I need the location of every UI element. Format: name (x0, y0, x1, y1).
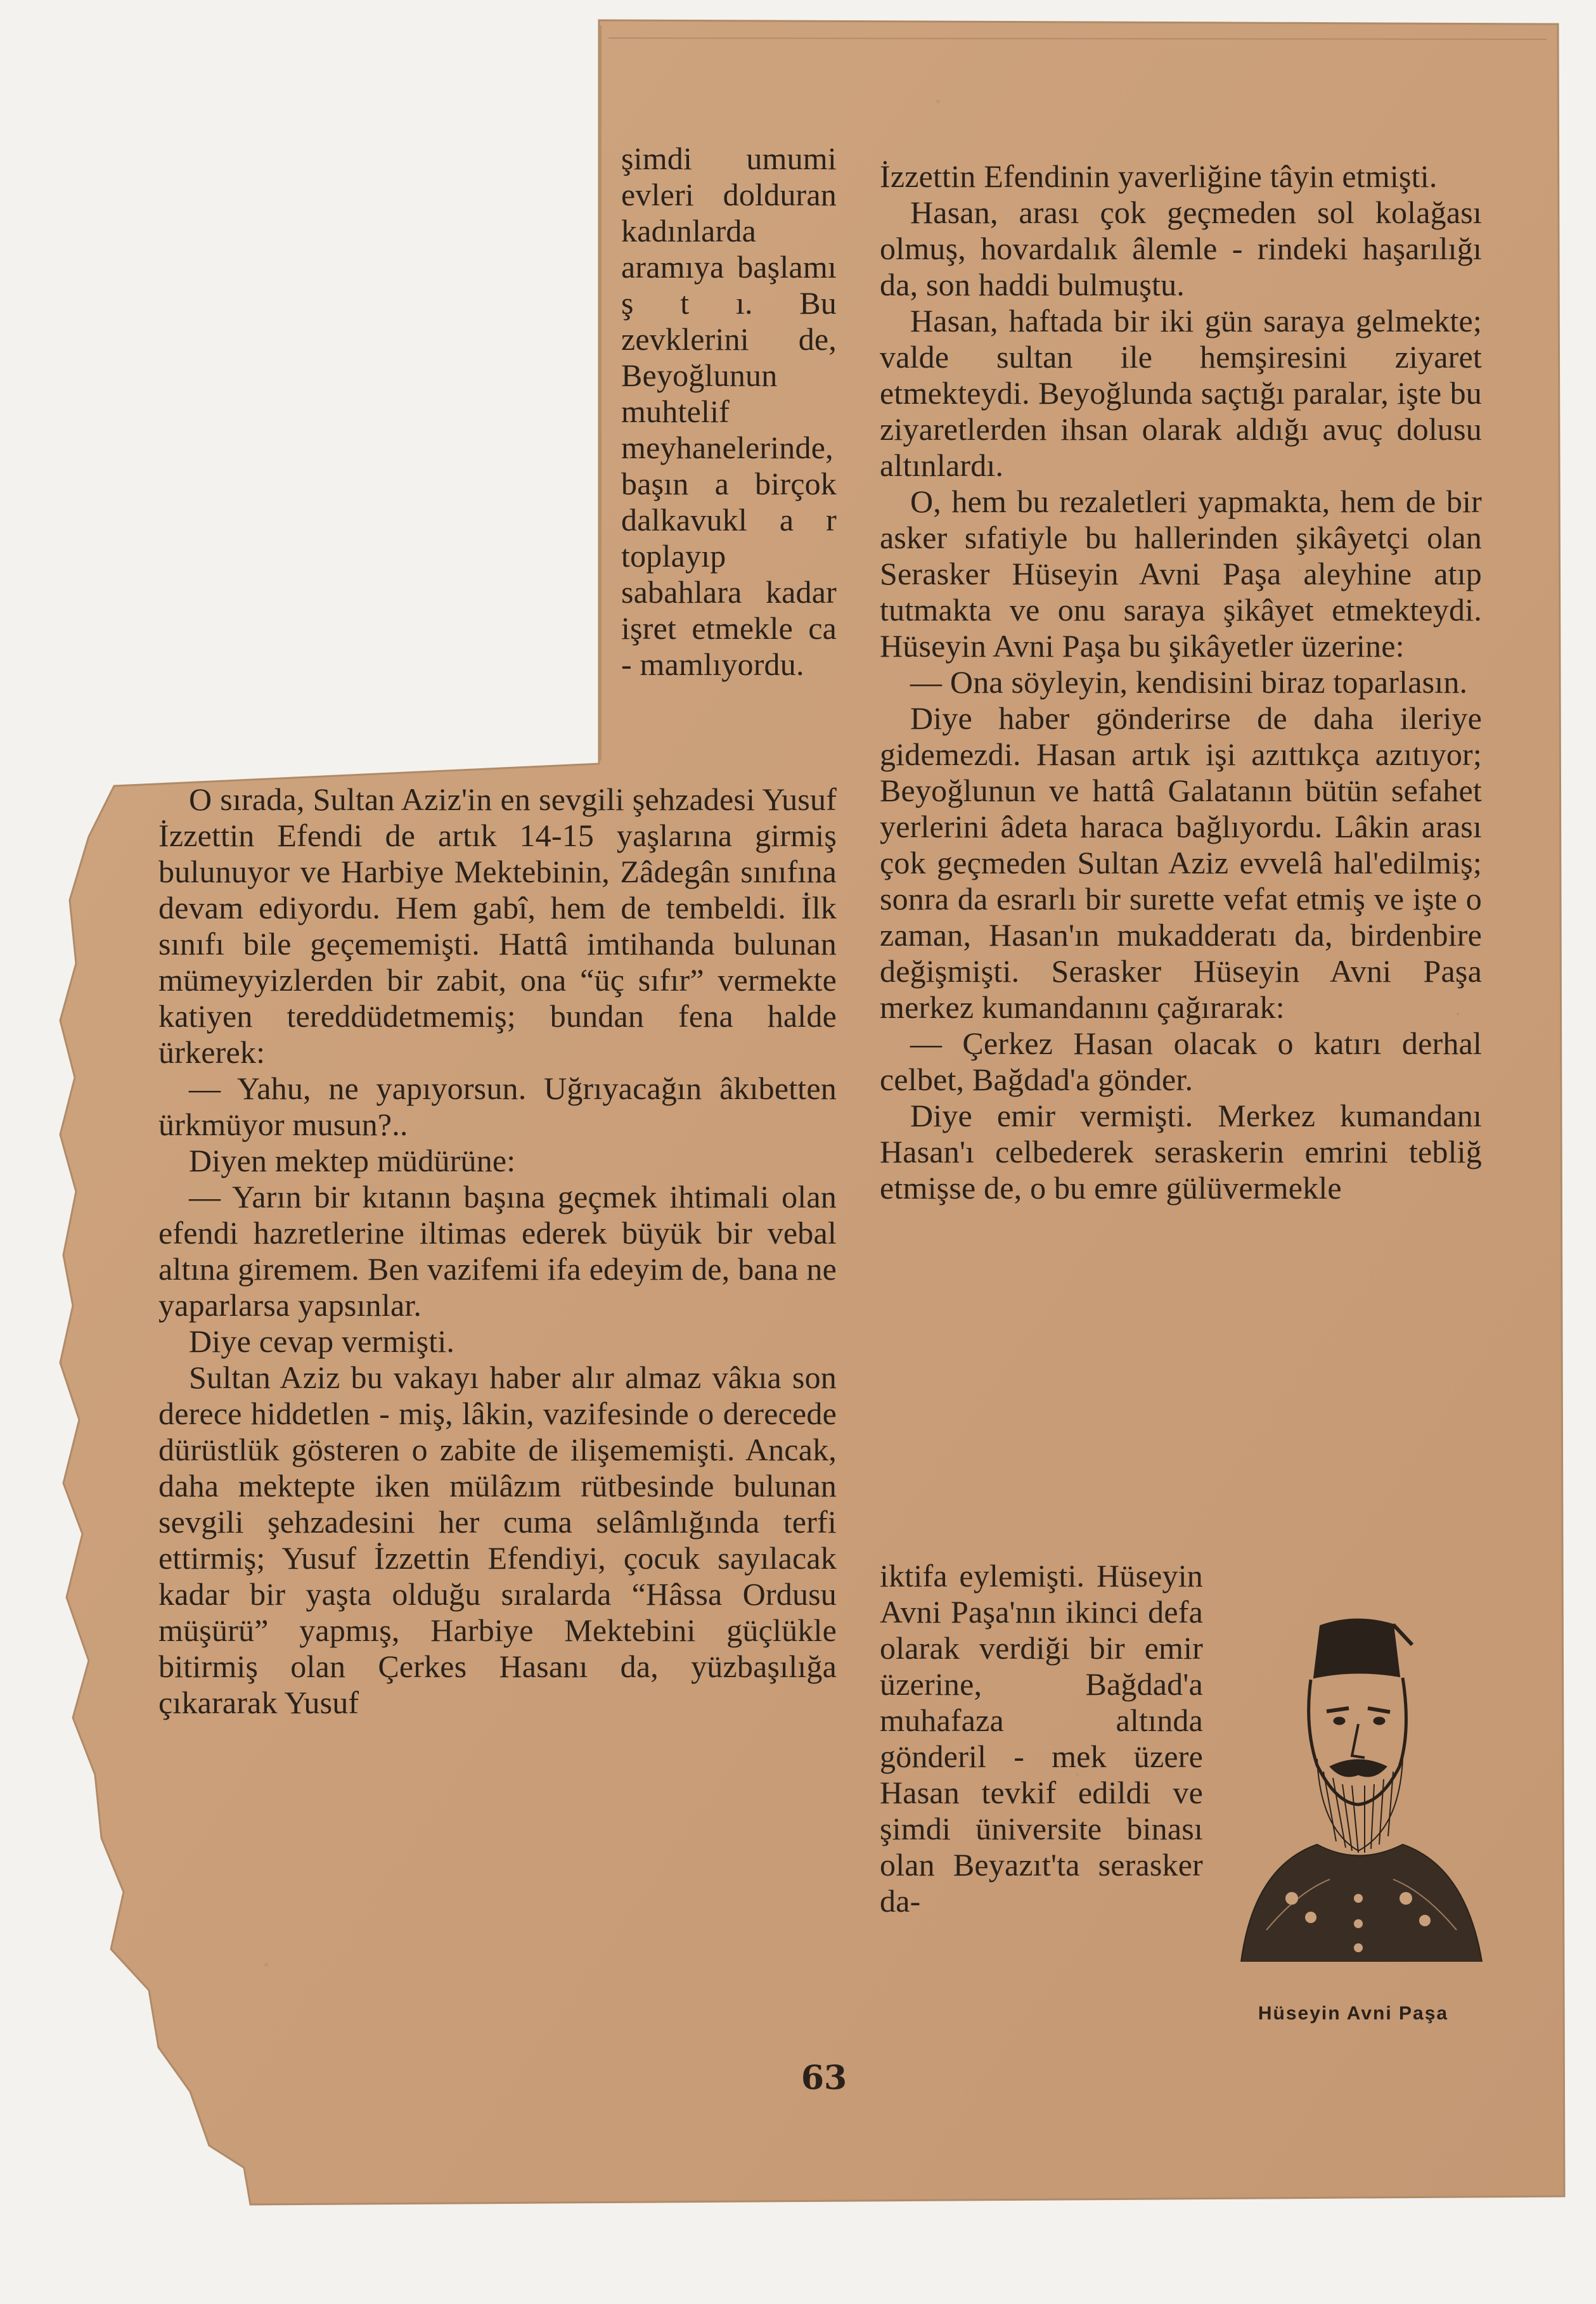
paragraph: Hasan, arası çok geçmeden sol kolağası olmuş, hovardalık âlemle - rindeki haşarılığı da, son haddi bulmuştu. (880, 195, 1482, 302)
right-column (880, 158, 1482, 1206)
paragraph: O sırada, Sultan Aziz'in en sevgili şehzadesi Yusuf İzzettin Efendi de artık 14-15 yaşlarına girmiş bulunuyor ve Harbiye Mektebinin, Zâdegân sınıfına devam ediyordu. Hem gabî, hem de tembeldi. İlk sınıfı bile geçememişti. Hattâ imtihanda bulunan mümeyyizlerden bir zabit, ona “üç sıfır” vermekte katiyen tereddüdetmemiş; bundan fena halde ürkerek: (158, 782, 837, 1070)
paragraph: şimdi umumi evleri dolduran kadınlarda aramıya başlamı ş t ı. Bu zevklerini de, Beyoğlunun muhtelif meyhanelerinde, başın a birçok dalkavukl a r toplayıp sabahlara kadar işret etmekle ca - mamlıyordu. (621, 141, 837, 682)
paragraph: Sultan Aziz bu vakayı haber alır almaz vâkıa son derece hiddetlen - miş, lâkin, vazifesinde o derecede dürüstlük gösteren o zabite de ilişememişti. Ancak, daha mektepte iken mülâzım rütbesinde bulunan sevgili şehzadesini her cuma selâmlığında terfi ettirmiş; Yusuf İzzettin Efendiyi, çocuk sayılacak kadar bir yaşta olduğu sıralarda “Hâssa Ordusu müşürü” yapmış, Harbiye Mektebini güçlükle bitirmiş olan Çerkes Hasanı da, yüzbaşılığa çıkararak Yusuf (158, 1360, 837, 1720)
page-number: 63 (801, 2059, 847, 2097)
portrait-caption: Hüseyin Avni Paşa (1258, 2003, 1449, 2024)
portrait-engraving-icon (1216, 1600, 1495, 1962)
paragraph: — Yarın bir kıtanın başına geçmek ihtimali olan efendi hazretlerine iltimas ederek büyük bir vebal altına giremem. Ben vazifemi ifa edeyim de, bana ne yaparlarsa yapsınlar. (158, 1179, 837, 1323)
paragraph: Diye cevap vermişti. (189, 1323, 455, 1359)
paragraph: iktifa eylemişti. Hüseyin Avni Paşa'nın ikinci defa olarak verdiği bir emir üzerine, Bağdad'a muhafaza altında gönderil - mek üzere Hasan tevkif edildi ve şimdi üniversite binası olan Beyazıt'ta serasker da- (880, 1558, 1203, 1919)
paragraph: Diye haber gönderirse de daha ileriye gidemezdi. Hasan artık işi azıttıkça azıtıyor; Beyoğlunun ve hattâ Galatanın bütün sefahet yerlerini âdeta haraca bağlıyordu. Lâkin arası çok geçmeden Sultan Aziz evvelâ hal'edilmiş; sonra da esrarlı bir surette vefat etmiş ve işte o zaman, Hasan'ın mukadderatı da, birdenbire değişmişti. Serasker Hüseyin Avni Paşa merkez kumandanını çağırarak: (880, 700, 1482, 1025)
paragraph: İzzettin Efendinin yaverliğine tâyin etmişti. (880, 158, 1438, 194)
right-narrow-column (880, 1558, 1203, 1919)
paragraph: — Ona söyleyin, kendisini biraz toparlasın. (910, 664, 1468, 700)
paragraph: O, hem bu rezaletleri yapmakta, hem de bir asker sıfatiyle bu hallerinden şikâyetçi olan Serasker Hüseyin Avni Paşa aleyhine atıp tutmakta ve onu saraya şikâyet etmekteydi. Hüseyin Avni Paşa bu şikâyetler üzerine: (880, 484, 1482, 664)
paragraph: Diye emir vermişti. Merkez kumandanı Hasan'ı celbederek seraskerin emrini tebliğ etmişse de, o bu emre gülüvermekle (880, 1098, 1482, 1206)
left-narrow-column (621, 141, 837, 683)
paragraph: — Yahu, ne yapıyorsun. Uğrıyacağın âkıbetten ürkmüyor musun?.. (158, 1071, 837, 1142)
paragraph: Hasan, haftada bir iki gün saraya gelmekte; valde sultan ile hemşiresini ziyaret etmekteydi. Beyoğlunda saçtığı paralar, işte bu ziyaretlerden ihsan olarak aldığı avuç dolusu altınlardı. (880, 303, 1482, 483)
left-wide-column (158, 782, 837, 1721)
paragraph: Diyen mektep müdürüne: (189, 1143, 516, 1178)
paragraph: — Çerkez Hasan olacak o katırı derhal celbet, Bağdad'a gönder. (880, 1026, 1482, 1097)
